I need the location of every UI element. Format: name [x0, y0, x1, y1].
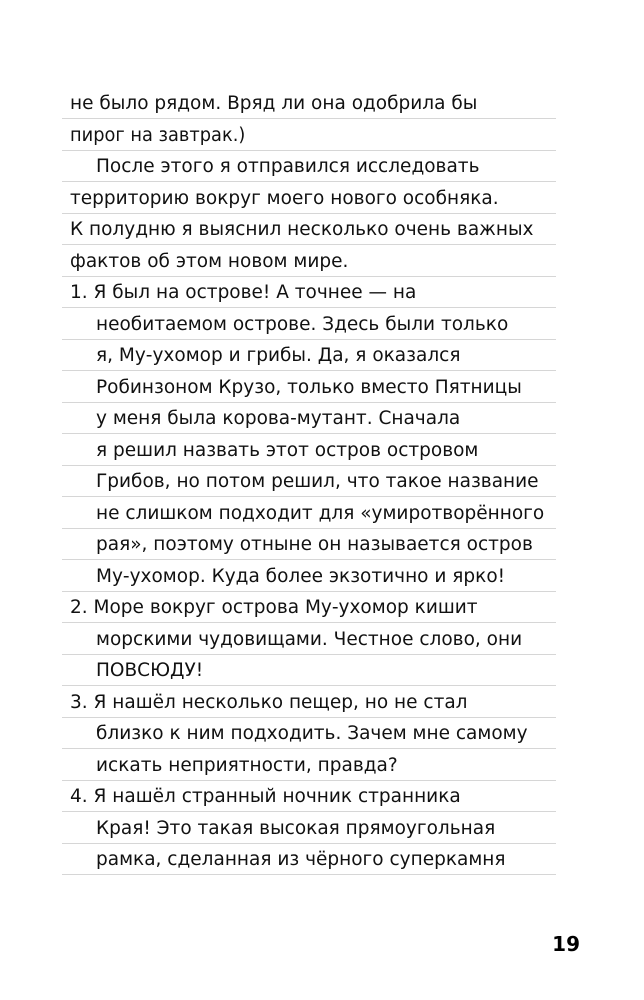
- ruled-line: [62, 339, 556, 340]
- ruled-line: [62, 118, 556, 119]
- ruled-line: [62, 213, 556, 214]
- ruled-line: [62, 874, 556, 875]
- text-line: фактов об этом новом мире.: [70, 250, 349, 272]
- text-line: Края! Это такая высокая прямоугольная: [96, 817, 496, 839]
- ruled-line: [62, 402, 556, 403]
- ruled-line: [62, 622, 556, 623]
- text-line: искать неприятности, правда?: [96, 754, 398, 776]
- text-line: территорию вокруг моего нового особняка.: [70, 187, 499, 209]
- page-number: 19: [552, 932, 580, 956]
- text-line: у меня была корова-мутант. Сначала: [96, 408, 461, 429]
- text-line: После этого я отправился исследовать: [96, 156, 480, 177]
- text-line: я, Му-ухомор и грибы. Да, я оказался: [96, 345, 461, 366]
- ruled-line: [62, 150, 556, 151]
- ruled-line: [62, 433, 556, 434]
- text-line: 4. Я нашёл странный ночник странника: [70, 786, 461, 807]
- ruled-line: [62, 307, 556, 308]
- text-line: близко к ним подходить. Зачем мне самому: [96, 723, 528, 744]
- ruled-line: [62, 528, 556, 529]
- text-line: морскими чудовищами. Честное слово, они: [96, 628, 523, 650]
- text-line: не слишком подходит для «умиротворённого: [96, 502, 545, 524]
- text-line: 1. Я был на острове! А точнее — на: [70, 282, 417, 303]
- ruled-line: [62, 465, 556, 466]
- text-line: необитаемом острове. Здесь были только: [96, 313, 509, 335]
- text-line: не было рядом. Вряд ли она одобрила бы: [70, 93, 478, 114]
- ruled-line: [62, 559, 556, 560]
- ruled-line: [62, 717, 556, 718]
- text-line: рамка, сделанная из чёрного суперкамня: [96, 849, 506, 870]
- ruled-line: [62, 843, 556, 844]
- ruled-line: [62, 181, 556, 182]
- ruled-line: [62, 780, 556, 781]
- text-line: 3. Я нашёл несколько пещер, но не стал: [70, 691, 468, 713]
- text-line: Грибов, но потом решил, что такое название: [96, 471, 539, 492]
- ruled-line: [62, 685, 556, 686]
- text-line: Му-ухомор. Куда более экзотично и ярко!: [96, 565, 506, 587]
- ruled-line: [62, 591, 556, 592]
- text-line: Робинзоном Крузо, только вместо Пятницы: [96, 376, 522, 398]
- text-line: рая», поэтому отныне он называется остров: [96, 534, 533, 555]
- ruled-line: [62, 276, 556, 277]
- text-line: ПОВСЮДУ!: [96, 660, 204, 681]
- ruled-line: [62, 370, 556, 371]
- text-line: К полудню я выяснил несколько очень важных: [70, 219, 534, 240]
- text-line: пирог на завтрак.): [70, 124, 246, 146]
- ruled-line: [62, 748, 556, 749]
- ruled-line: [62, 811, 556, 812]
- text-line: я решил назвать этот остров островом: [96, 439, 479, 461]
- ruled-line: [62, 496, 556, 497]
- text-line: 2. Море вокруг острова Му-ухомор кишит: [70, 597, 478, 618]
- ruled-line: [62, 244, 556, 245]
- ruled-line: [62, 654, 556, 655]
